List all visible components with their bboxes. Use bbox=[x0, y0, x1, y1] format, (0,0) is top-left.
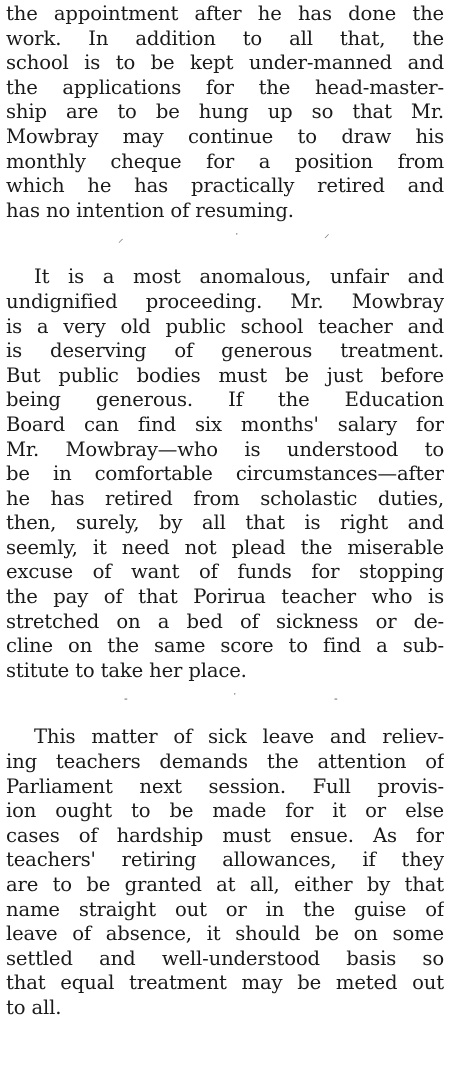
paragraph-2 bbox=[6, 265, 444, 683]
paragraph-1 bbox=[6, 2, 444, 223]
text-line: stretched on a bed of sickness or de- bbox=[6, 609, 444, 633]
text-line: be in comfortable circumstances—after bbox=[6, 462, 444, 486]
text-line: Board can find six months' salary for bbox=[6, 412, 444, 436]
separator-mark: ⸍ bbox=[324, 232, 330, 246]
text-line: to all. bbox=[6, 995, 62, 1019]
text-line: the pay of that Porirua teacher who is bbox=[6, 585, 444, 609]
text-line: monthly cheque for a position from bbox=[6, 149, 444, 173]
text-line: that equal treatment may be meted out bbox=[6, 971, 444, 995]
text-line: undignified proceeding. Mr. Mowbray bbox=[6, 289, 444, 313]
text-line: name straight out or in the guise of bbox=[6, 897, 444, 921]
text-line: he has retired from scholastic duties, bbox=[6, 486, 444, 510]
text-line: school is to be kept under-manned and bbox=[6, 51, 444, 75]
text-line: This matter of sick leave and reliev- bbox=[34, 725, 444, 749]
text-line: work. In addition to all that, the bbox=[6, 26, 444, 50]
text-line: teachers' retiring allowances, if they bbox=[6, 848, 444, 872]
separator-mark: ˙ bbox=[232, 692, 238, 706]
text-line: But public bodies must be just before bbox=[6, 363, 444, 387]
text-line: the appointment after he has done the bbox=[6, 2, 444, 25]
text-line: excuse of want of funds for stopping bbox=[6, 560, 444, 584]
separator-mark: ˙ bbox=[234, 232, 240, 246]
text-line: has no intention of resuming. bbox=[6, 198, 294, 222]
text-line: Mowbray may continue to draw his bbox=[6, 124, 444, 148]
text-line: settled and well-understood basis so bbox=[6, 946, 444, 970]
text-line: the applications for the head-master- bbox=[6, 75, 444, 99]
text-line: stitute to take her place. bbox=[6, 658, 247, 682]
text-line: cline on the same score to find a sub- bbox=[6, 634, 444, 658]
separator-mark: ⸝ bbox=[118, 232, 124, 246]
section-separator bbox=[6, 683, 444, 725]
text-line: ing teachers demands the attention of bbox=[6, 750, 444, 774]
text-line: Mr. Mowbray—who is understood to bbox=[6, 437, 444, 461]
text-line: being generous. If the Education bbox=[6, 388, 444, 412]
text-line: It is a most anomalous, unfair and bbox=[34, 265, 444, 289]
text-line: is a very old public school teacher and bbox=[6, 314, 444, 338]
text-line: cases of hardship must ensue. As for bbox=[6, 823, 444, 847]
section-separator bbox=[6, 223, 444, 265]
text-line: ion ought to be made for it or else bbox=[6, 799, 444, 823]
text-line: then, surely, by all that is right and bbox=[6, 511, 444, 535]
text-line: are to be granted at all, either by that bbox=[6, 873, 444, 896]
text-line: Parliament next session. Full provis- bbox=[6, 774, 444, 798]
text-line: seemly, it need not plead the miserable bbox=[6, 535, 444, 559]
separator-mark: - bbox=[124, 692, 128, 706]
text-line: ship are to be hung up so that Mr. bbox=[6, 100, 444, 124]
paragraph-3 bbox=[6, 725, 444, 1020]
separator-mark: - bbox=[334, 692, 338, 706]
text-line: which he has practically retired and bbox=[6, 174, 444, 198]
text-line: leave of absence, it should be on some bbox=[6, 922, 444, 946]
text-line: is deserving of generous treatment. bbox=[6, 339, 444, 363]
